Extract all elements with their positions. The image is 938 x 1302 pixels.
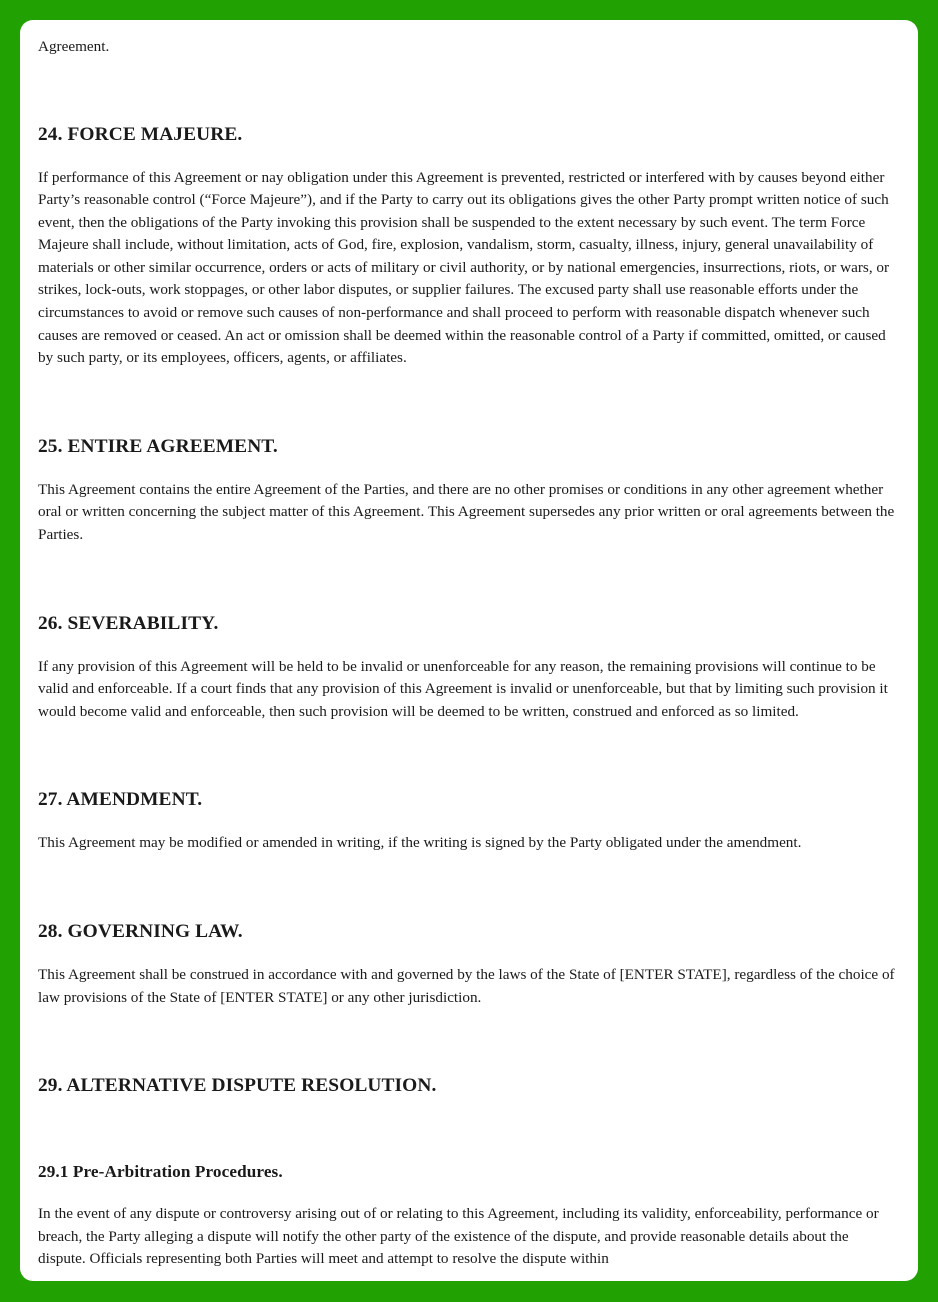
section-paragraph: If any provision of this Agreement will be held to be invalid or unenforceable for any reason, the remaining provisions will continue to be valid and enforceable. If a court finds that any provision of this Agreement is invalid or unenforceable, but that by limiting such provision it would become valid and enforceable, then such provision will be deemed to be written, construed and enforced as so limited.: [38, 657, 888, 720]
section-severability: [38, 611, 900, 724]
section-entire-agreement: [38, 434, 900, 547]
section-subheading: 29.1 Pre-Arbitration Procedures.: [38, 1162, 283, 1182]
section-amendment: [38, 787, 900, 855]
section-paragraph: In the event of any dispute or controversy arising out of or relating to this Agreement, including its validity, enforceability, performance or breach, the Party alleging a dispute will notify the other party of the existence of the dispute, and provide reasonable details about the dispute. Officials representing both Parties will meet and attempt to resolve the dispute within: [38, 1205, 879, 1268]
section-heading: 26. SEVERABILITY.: [38, 612, 219, 634]
section-heading: 25. ENTIRE AGREEMENT.: [38, 435, 278, 457]
section-paragraph: This Agreement contains the entire Agreement of the Parties, and there are no other promises or conditions in any other agreement whether oral or written concerning the subject matter of this Agreement. This Agreement supersedes any prior written or oral agreements between the Parties.: [38, 480, 895, 544]
spacer: [38, 812, 900, 832]
spacer: [38, 147, 900, 167]
section-heading: 24. FORCE MAJEURE.: [38, 123, 243, 145]
spacer: [38, 370, 900, 434]
spacer: [38, 547, 900, 611]
document-body: [20, 20, 918, 1271]
spacer: [38, 1184, 900, 1203]
spacer: [38, 1009, 900, 1073]
section-paragraph: If performance of this Agreement or nay obligation under this Agreement is prevented, restricted or interfered with by causes beyond either Party’s reasonable control (“Force Majeure”), and if the Party to carry out its obligations gives the other Party prompt written notice of such event, then the obligations of the Party invoking this provision shall be suspended to the extent necessary by such event. The term Force Majeure shall include, without limitation, acts of God, fire, explosion, vandalism, storm, casualty, illness, injury, general unavailability of materials or other similar occurrence, orders or acts of military or civil authority, or by national emergencies, insurrections, riots, or wars, or strikes, lock-outs, work stoppages, or other labor disputes, or supplier failures. The excused party shall use reasonable efforts under the circumstances to avoid or remove such causes of non-performance and shall proceed to perform with reasonable dispatch whenever such causes are removed or ceased. An act or omission shall be deemed within the reasonable control of a Party if committed, omitted, or caused by such party, or its employees, officers, agents, or affiliates.: [38, 168, 890, 367]
spacer: [38, 723, 900, 787]
document-page: [20, 20, 918, 1281]
section-governing-law: [38, 919, 900, 1009]
section-paragraph: This Agreement may be modified or amended in writing, if the writing is signed by the Party obligated under the amendment.: [38, 834, 802, 852]
spacer: [38, 636, 900, 656]
spacer: [38, 1098, 900, 1160]
section-heading: 29. ALTERNATIVE DISPUTE RESOLUTION.: [38, 1075, 437, 1097]
section-alternative-dispute-resolution: [38, 1073, 900, 1271]
spacer: [38, 855, 900, 919]
section-heading: 28. GOVERNING LAW.: [38, 921, 243, 942]
spacer: [38, 59, 900, 122]
continued-text-line: Agreement.: [38, 38, 110, 55]
spacer: [38, 459, 900, 479]
section-paragraph: This Agreement shall be construed in accordance with and governed by the laws of the State of [ENTER STATE], regardless of the choice of law provisions of the State of [ENTER STATE] or any other jurisdiction.: [38, 966, 895, 1006]
section-heading: 27. AMENDMENT.: [38, 789, 203, 811]
spacer: [38, 944, 900, 964]
section-force-majeure: [38, 122, 900, 370]
